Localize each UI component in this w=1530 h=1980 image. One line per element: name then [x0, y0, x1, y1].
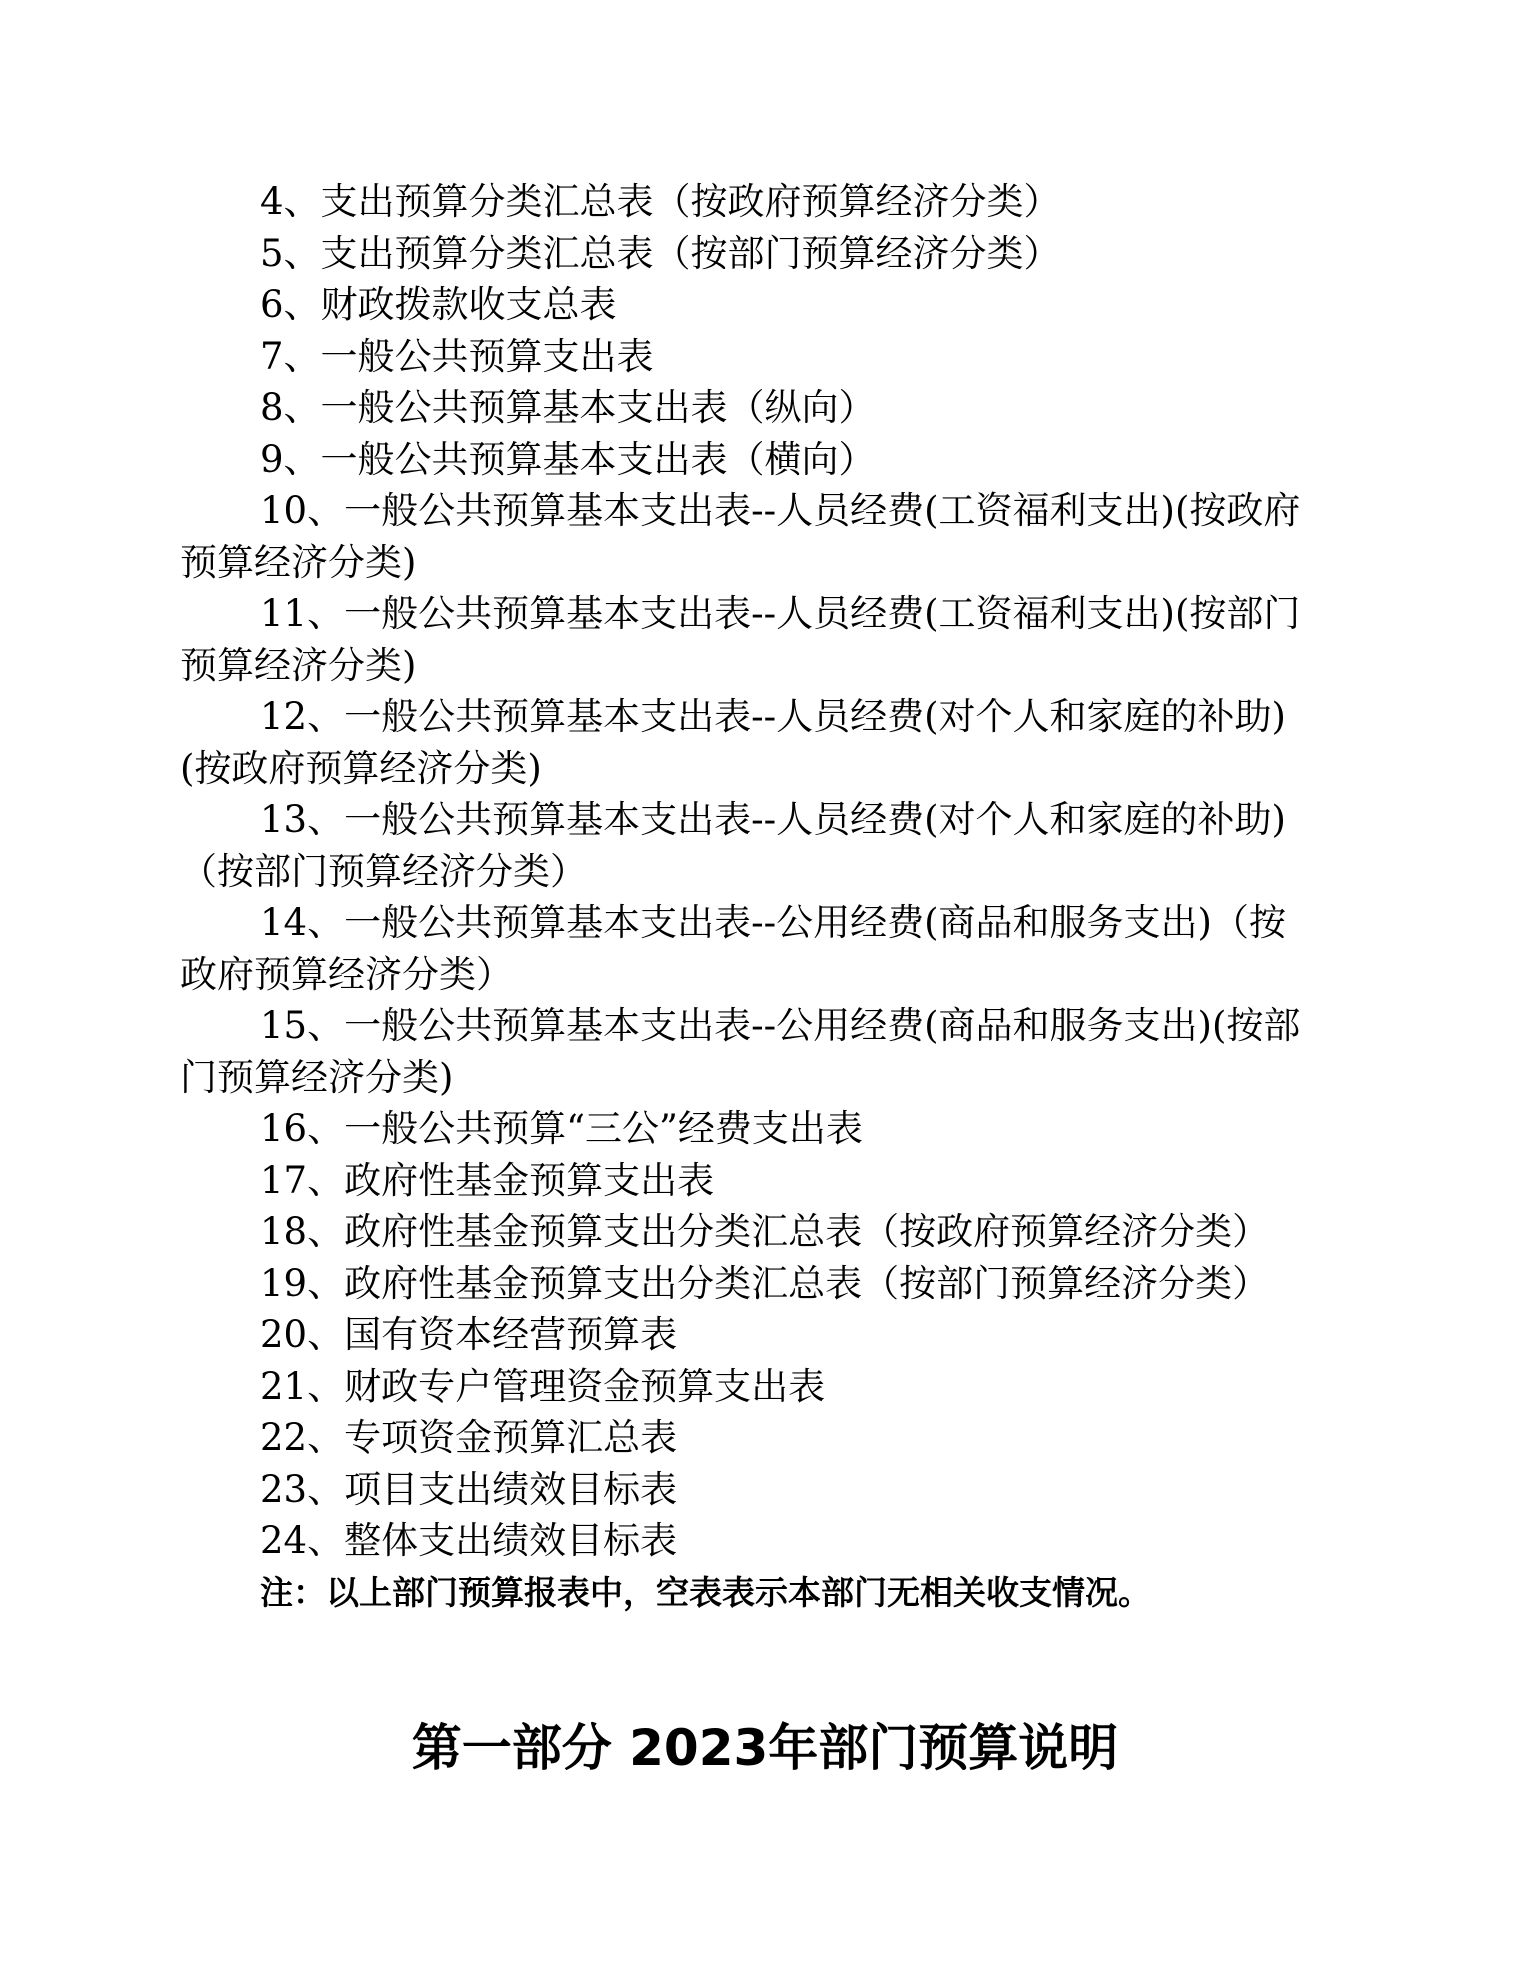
list-item: 10、一般公共预算基本支出表--人员经费(工资福利支出)(按政府预算经济分类) [180, 489, 1301, 584]
part-title: 第一部分 2023年部门预算说明 [411, 1719, 1119, 1777]
list-item: 7、一般公共预算支出表 [260, 334, 654, 378]
list-item: 16、一般公共预算“三公”经费支出表 [260, 1107, 863, 1150]
list-item: 15、一般公共预算基本支出表--公用经费(商品和服务支出)(按部门预算经济分类) [180, 1004, 1301, 1099]
list-item: 8、一般公共预算基本支出表（纵向） [260, 386, 876, 429]
report-list [180, 176, 1320, 1567]
list-item: 19、政府性基金预算支出分类汇总表（按部门预算经济分类） [260, 1261, 1270, 1305]
note-text: 注：以上部门预算报表中，空表表示本部门无相关收支情况。 [260, 1572, 1151, 1612]
list-item: 6、财政拨款收支总表 [260, 283, 617, 326]
list-item: 18、政府性基金预算支出分类汇总表（按政府预算经济分类） [260, 1210, 1270, 1253]
list-item: 9、一般公共预算基本支出表（横向） [260, 437, 876, 481]
list-item: 12、一般公共预算基本支出表--人员经费(对个人和家庭的补助)(按政府预算经济分类) [180, 695, 1286, 790]
list-item: 23、项目支出绩效目标表 [260, 1467, 678, 1511]
list-item: 14、一般公共预算基本支出表--公用经费(商品和服务支出)（按政府预算经济分类） [180, 901, 1286, 996]
list-item: 22、专项资金预算汇总表 [260, 1416, 678, 1459]
list-item: 5、支出预算分类汇总表（按部门预算经济分类） [260, 231, 1061, 275]
list-item: 20、国有资本经营预算表 [260, 1313, 678, 1356]
document-body [180, 176, 1320, 1618]
list-item: 13、一般公共预算基本支出表--人员经费(对个人和家庭的补助)（按部门预算经济分类） [180, 798, 1286, 893]
list-item: 21、财政专户管理资金预算支出表 [260, 1364, 826, 1408]
list-item: 17、政府性基金预算支出表 [260, 1158, 715, 1202]
list-item: 4、支出预算分类汇总表（按政府预算经济分类） [260, 180, 1061, 223]
list-item: 11、一般公共预算基本支出表--人员经费(工资福利支出)(按部门预算经济分类) [180, 592, 1301, 687]
list-item: 24、整体支出绩效目标表 [260, 1519, 678, 1562]
